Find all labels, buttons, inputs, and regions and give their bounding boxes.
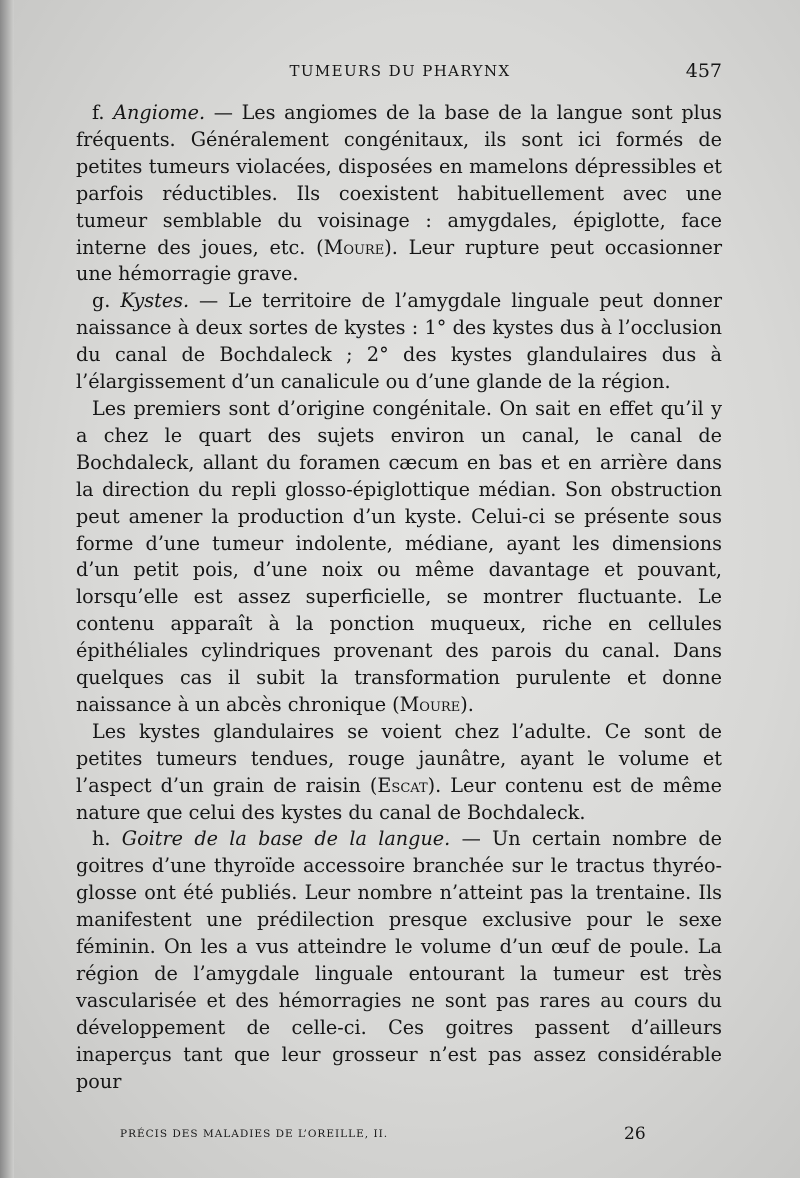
author-reference: Moure [399, 692, 461, 716]
section-title: Kystes. [120, 289, 190, 313]
section-separator: — [450, 827, 493, 851]
paragraph-angiome [76, 100, 722, 288]
section-title: Angiome. [113, 101, 206, 124]
page-gutter-shadow [0, 0, 14, 1178]
section-separator: — [189, 289, 229, 313]
paragraph-text: Les angiomes de la base de la langue sont plus fréquents. Généralement congénitaux, ils sont ici formés de petites tumeurs violacées, disposées en mamelons dépressibles et parfois réductibles. Ils coexistent habituellement avec une tumeur semblable du voisinage : amygdales, épiglotte, face interne des joues, etc. ( [76, 101, 722, 259]
paragraph-goitre [76, 826, 722, 1095]
paragraph-text-end: ). Leur rupture peut occasionner une hémorragie grave. [76, 235, 722, 286]
book-title: PRÉCIS DES MALADIES DE L’OREILLE, II. [120, 1128, 389, 1140]
page-number: 457 [685, 60, 722, 82]
running-title: TUMEURS DU PHARYNX [289, 62, 511, 80]
paragraph-text-end: ). [460, 692, 474, 716]
paragraph-premiers [76, 396, 722, 719]
section-letter: h. [92, 827, 111, 851]
paragraph-text: Un certain nombre de goitres d’une thyroïde accessoire branchée sur le tractus thyréo-glosse ont été publiés. Leur nombre n’atteint pas la trentaine. Ils manifestent une prédilection presque exclusive pour le sexe féminin. On les a vus atteindre le volume d’un œuf de poule. La région de l’amygdale linguale entourant la tumeur est très vascularisée et des hémorragies ne sont pas rares au cours du développement de celle-ci. Ces goitres passent d’ailleurs inaperçus tant que leur grosseur n’est pas assez considérable pour [76, 827, 722, 1093]
section-title: Goitre de la base de la langue. [121, 827, 451, 851]
paragraph-text: Les premiers sont d’origine congénitale. On sait en effet qu’il y a chez le quart des sujets environ un canal, le canal de Bochdaleck, allant du foramen cæcum en bas et en arrière dans la direction du repli glosso-épiglottique médian. Son obstruction peut amener la production d’un kyste. Celui-ci se présente sous forme d’une tumeur indolente, médiane, ayant les dimensions d’un petit pois, d’une noix ou même davantage et pouvant, lorsqu’elle est assez superficielle, se montrer fluctuante. Le contenu apparaît à la ponction muqueux, riche en cellules épithéliales cylindriques provenant des parois du canal. Dans quelques cas il subit la transformation purulente et donne naissance à un abcès chronique ( [76, 396, 722, 716]
body-text [76, 100, 722, 1096]
signature-mark: 26 [624, 1124, 646, 1144]
section-separator: — [205, 101, 242, 124]
paragraph-text: Les kystes glandulaires se voient chez l’adulte. Ce sont de petites tumeurs tendues, rouge jaunâtre, ayant le volume et l’aspect d’un grain de raisin ( [76, 719, 722, 797]
author-reference: Moure [323, 235, 385, 259]
paragraph-text-end: ). Leur contenu est de même nature que celui des kystes du canal de Bochdaleck. [76, 773, 723, 824]
section-letter: g. [92, 289, 111, 313]
page-footer [0, 1124, 800, 1148]
paragraph-glandulaires [76, 719, 722, 827]
paragraph-kystes [76, 288, 722, 396]
page-header [0, 60, 800, 84]
paragraph-text: Le territoire de l’amygdale linguale peut donner naissance à deux sortes de kystes : 1° des kystes dus à l’occlusion du canal de Bochdaleck ; 2° des kystes glandulaires dus à l’élargissement d’un canalicule ou d’une glande de la région. [76, 289, 722, 394]
author-reference: Escat [377, 773, 428, 797]
section-letter: f. [92, 101, 105, 124]
